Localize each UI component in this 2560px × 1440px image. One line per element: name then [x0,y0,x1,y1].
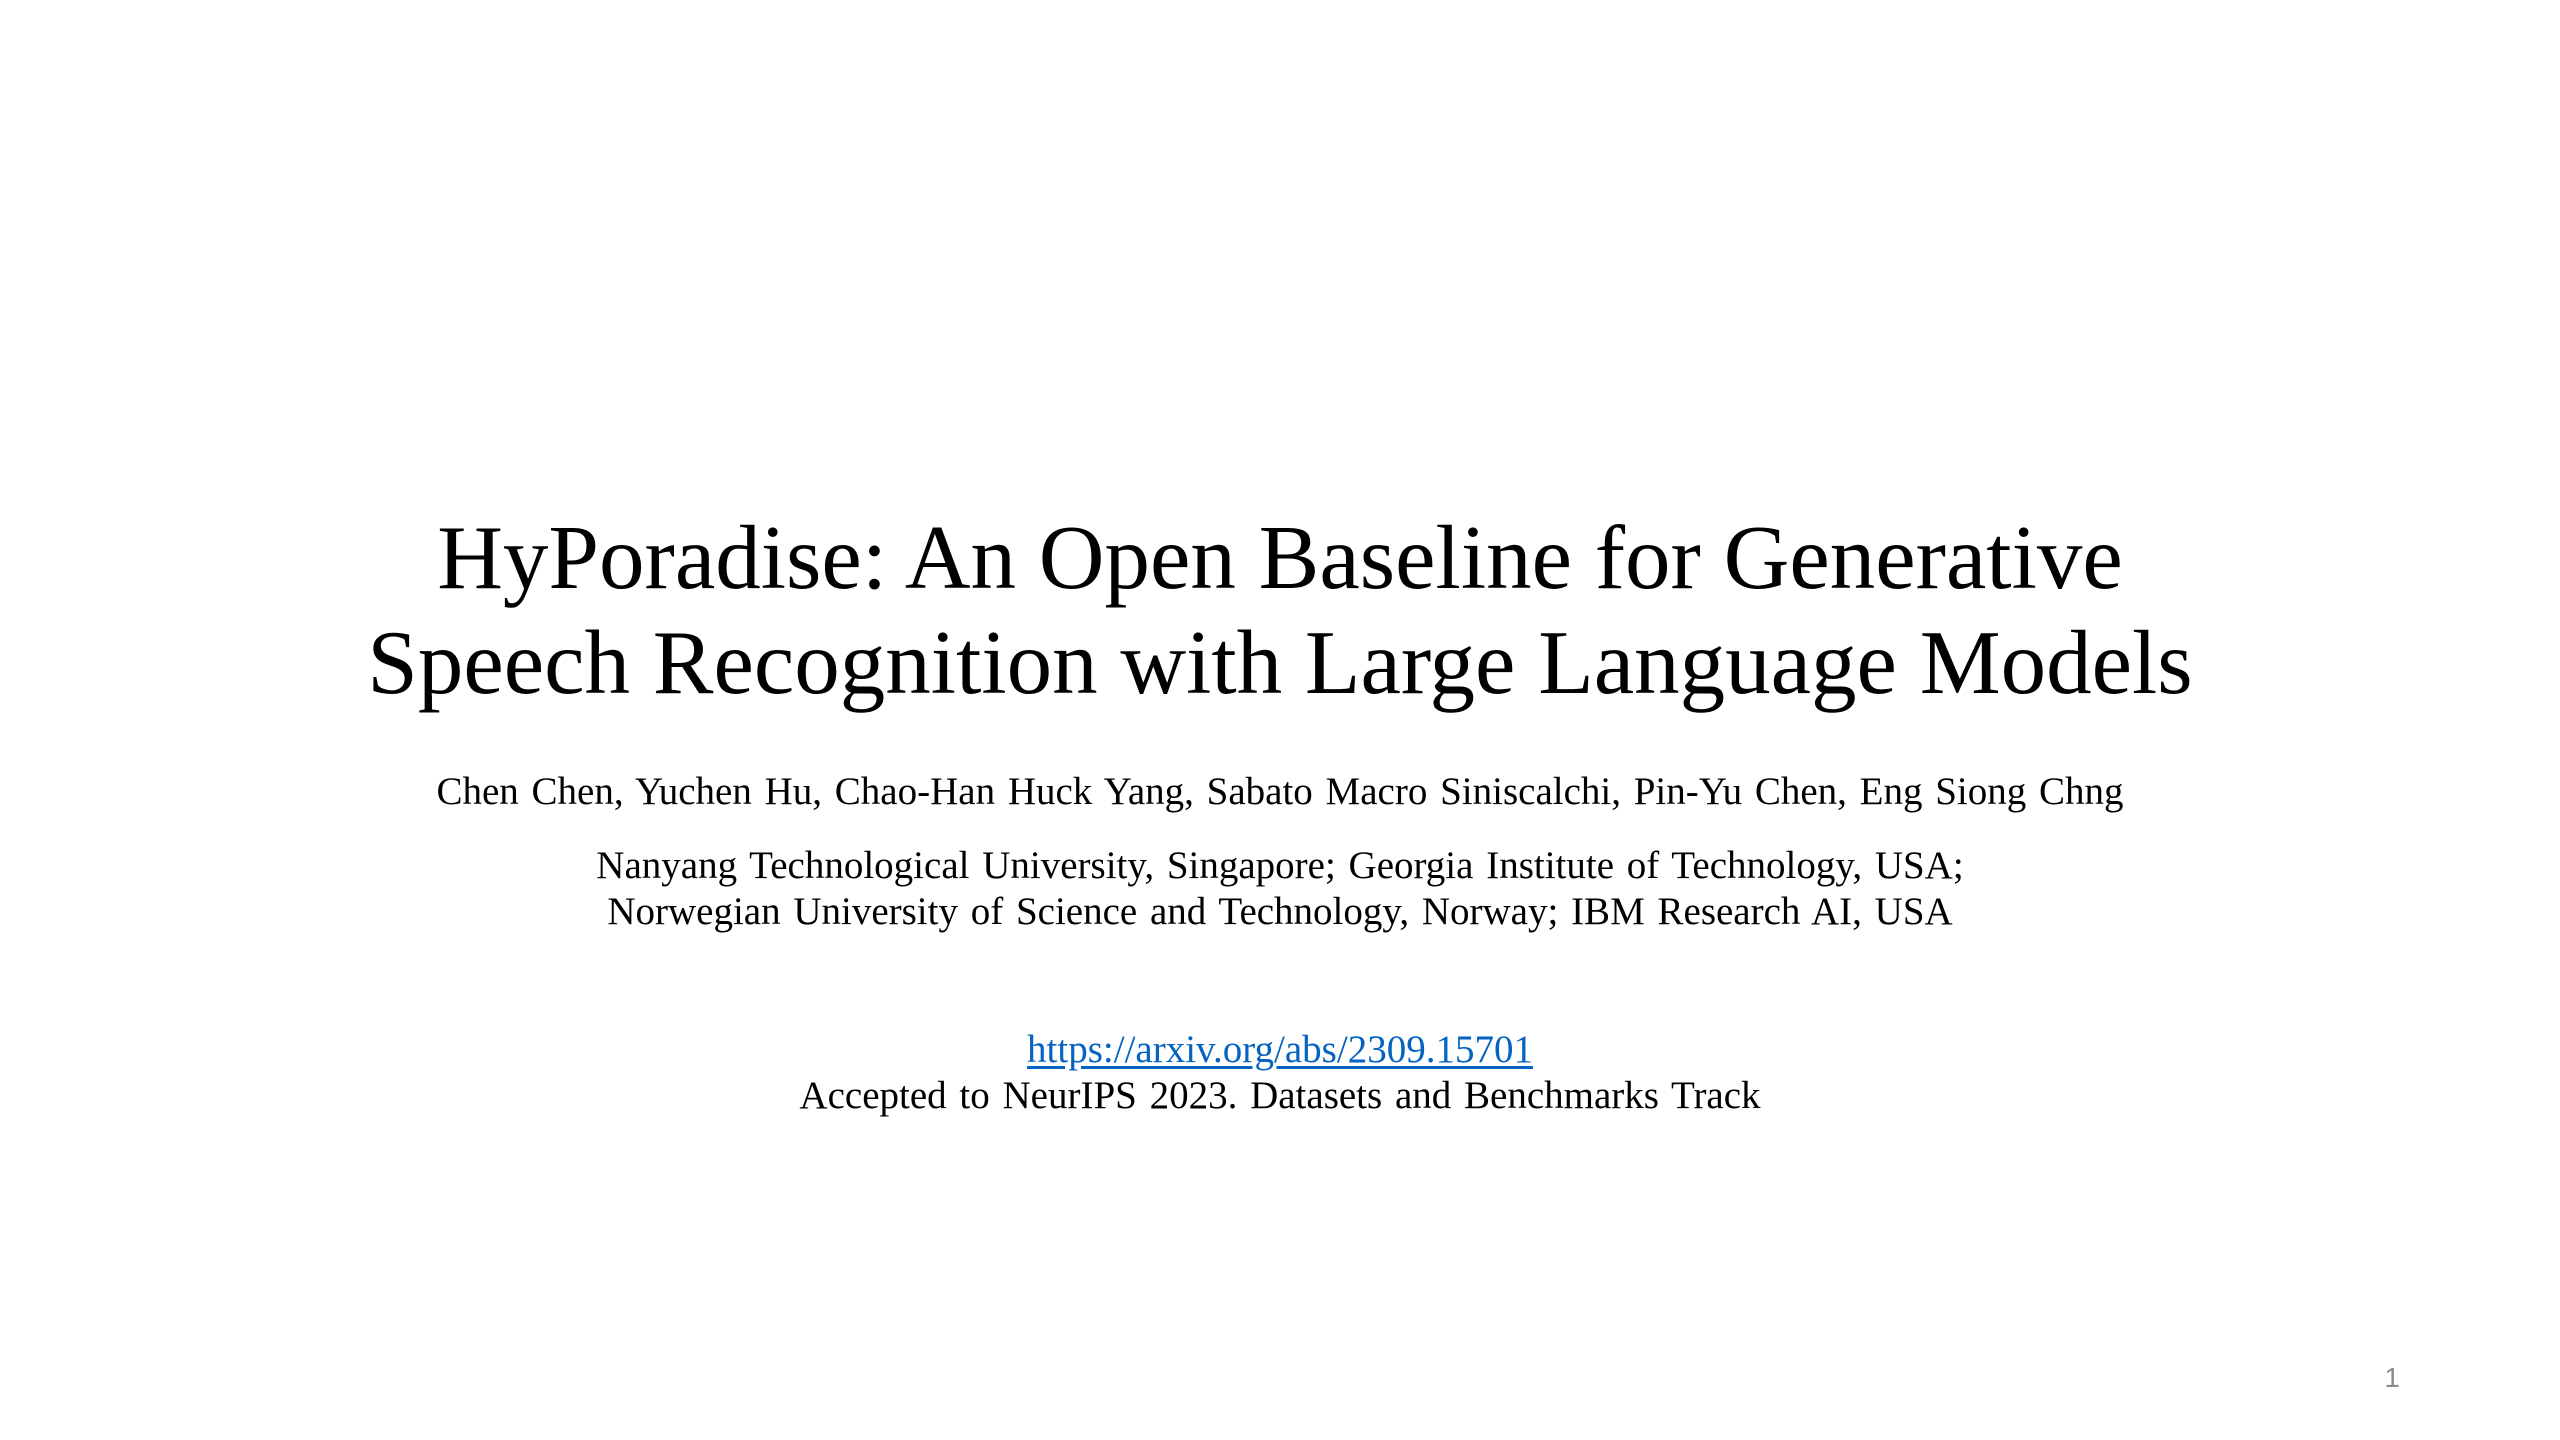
arxiv-link[interactable]: https://arxiv.org/abs/2309.15701 [1027,1028,1533,1071]
page-number: 1 [2384,1362,2400,1393]
slide-title [0,505,2560,715]
title-line-1: HyPoradise: An Open Baseline for Generative [437,507,2123,608]
affiliation-line-1: Nanyang Technological University, Singapore; Georgia Institute of Technology, USA; [596,844,1964,887]
venue-note: Accepted to NeurIPS 2023. Datasets and Benchmarks Track [799,1074,1761,1117]
paper-info [0,1027,2560,1119]
title-line-2: Speech Recognition with Large Language Models [367,612,2193,713]
author-list: Chen Chen, Yuchen Hu, Chao-Han Huck Yang, Sabato Macro Siniscalchi, Pin-Yu Chen, Eng Siong Chng [436,770,2124,813]
affiliation-line-2: Norwegian University of Science and Technology, Norway; IBM Research AI, USA [607,890,1953,933]
affiliations [0,843,2560,935]
